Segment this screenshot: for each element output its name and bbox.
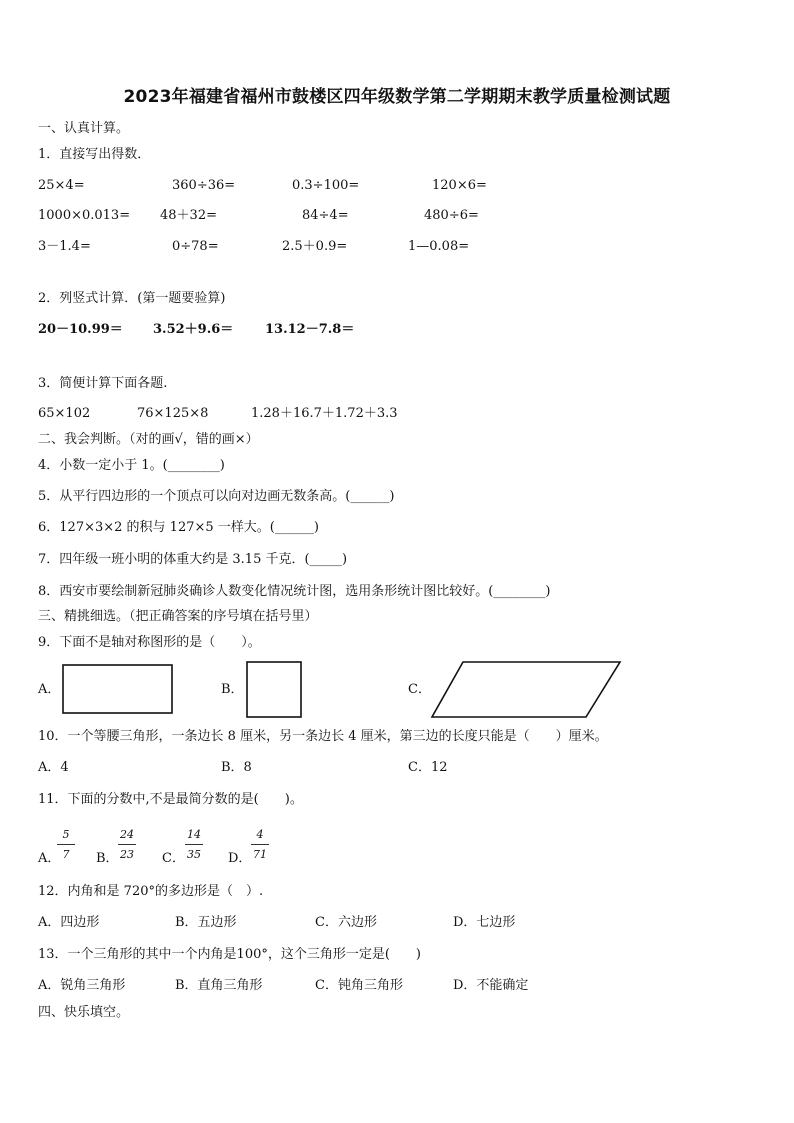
page-title: 2023年福建省福州市鼓楼区四年级数学第二学期期末教学质量检测试题 <box>123 87 671 107</box>
question-8: 8．西安市要绘制新冠肺炎确诊人数变化情况统计图，选用条形统计图比较好。(________) <box>38 584 551 599</box>
q9-option-a-label: A． <box>38 682 61 697</box>
fraction-denominator: 35 <box>187 848 201 861</box>
question-9-label: 9．下面不是轴对称图形的是（ ）。 <box>38 635 261 650</box>
q1-item: 2.5＋0.9= <box>282 239 348 254</box>
q1-item: 48＋32= <box>160 208 217 223</box>
q11-option-letter: A． <box>38 851 61 866</box>
q11-option-letter: D． <box>228 851 252 866</box>
fraction-numerator: 24 <box>118 828 136 845</box>
fraction <box>251 828 269 861</box>
question-4: 4．小数一定小于 1。(________) <box>38 458 225 473</box>
q11-option-letter: B． <box>96 851 119 866</box>
question-5: 5．从平行四边形的一个顶点可以向对边画无数条高。(______) <box>38 489 395 504</box>
q1-item: 0.3÷100= <box>292 178 360 193</box>
q1-item: 3－1.4= <box>38 239 91 254</box>
q2-item: 13.12－7.8＝ <box>265 322 355 337</box>
q1-item: 25×4= <box>38 178 85 193</box>
q3-item: 65×102 <box>38 406 91 421</box>
q1-item: 1000×0.013= <box>38 208 131 223</box>
q13-option: B．直角三角形 <box>175 978 263 993</box>
q12-option: D．七边形 <box>453 915 516 930</box>
question-11-label: 11．下面的分数中,不是最简分数的是( )。 <box>38 792 303 807</box>
q11-option-letter: C． <box>162 851 185 866</box>
fraction-numerator: 5 <box>57 828 75 845</box>
q12-option: A．四边形 <box>38 915 100 930</box>
question-2-label: 2．列竖式计算．(第一题要验算) <box>38 291 226 306</box>
q3-item: 1.28＋16.7＋1.72＋3.3 <box>251 406 398 421</box>
fraction <box>185 828 203 861</box>
rectangle-figure <box>62 664 174 716</box>
q3-item: 76×125×8 <box>137 406 209 421</box>
q1-item: 0÷78= <box>172 239 219 254</box>
q13-option: C．钝角三角形 <box>315 978 403 993</box>
q1-item: 1—0.08= <box>408 239 470 254</box>
section-2-heading: 二、我会判断。（对的画√，错的画×） <box>38 432 259 447</box>
q12-option: B．五边形 <box>175 915 237 930</box>
fraction-denominator: 7 <box>62 848 70 861</box>
q10-option: C．12 <box>408 760 448 775</box>
fraction-numerator: 14 <box>185 828 203 845</box>
question-10-label: 10．一个等腰三角形，一条边长 8 厘米，另一条边长 4 厘米，第三边的长度只能是（ ）厘米。 <box>38 729 608 744</box>
q1-item: 120×6= <box>432 178 487 193</box>
q2-item: 20－10.99＝ <box>38 322 123 337</box>
question-3-label: 3．简便计算下面各题. <box>38 376 168 391</box>
q9-option-b-label: B． <box>221 682 244 697</box>
q12-option: C．六边形 <box>315 915 377 930</box>
q13-option: A．锐角三角形 <box>38 978 126 993</box>
q1-item: 84÷4= <box>302 208 349 223</box>
section-4-heading: 四、快乐填空。 <box>38 1005 130 1020</box>
square-figure <box>246 661 304 719</box>
fraction <box>57 828 75 861</box>
parallelogram-figure <box>430 660 624 720</box>
fraction-denominator: 23 <box>120 848 134 861</box>
fraction-numerator: 4 <box>251 828 269 845</box>
q10-option: B．8 <box>221 760 252 775</box>
section-3-heading: 三、精挑细选。（把正确答案的序号填在括号里） <box>38 609 318 624</box>
section-1-heading: 一、认真计算。 <box>38 121 130 136</box>
question-1-label: 1．直接写出得数． <box>38 147 151 162</box>
q1-item: 480÷6= <box>424 208 479 223</box>
fraction-denominator: 71 <box>253 848 267 861</box>
question-12-label: 12．内角和是 720°的多边形是（ ）. <box>38 884 264 899</box>
q2-item: 3.52＋9.6＝ <box>153 322 234 337</box>
question-6: 6．127×3×2 的积与 127×5 一样大。(______) <box>38 520 319 535</box>
q13-option: D．不能确定 <box>453 978 529 993</box>
q1-item: 360÷36= <box>172 178 236 193</box>
question-7: 7．四年级一班小明的体重大约是 3.15 千克．(_____) <box>38 552 348 567</box>
q10-option: A．4 <box>38 760 69 775</box>
fraction <box>118 828 136 861</box>
question-13-label: 13．一个三角形的其中一个内角是100°，这个三角形一定是( ) <box>38 947 421 962</box>
q9-option-c-label: C． <box>408 682 431 697</box>
